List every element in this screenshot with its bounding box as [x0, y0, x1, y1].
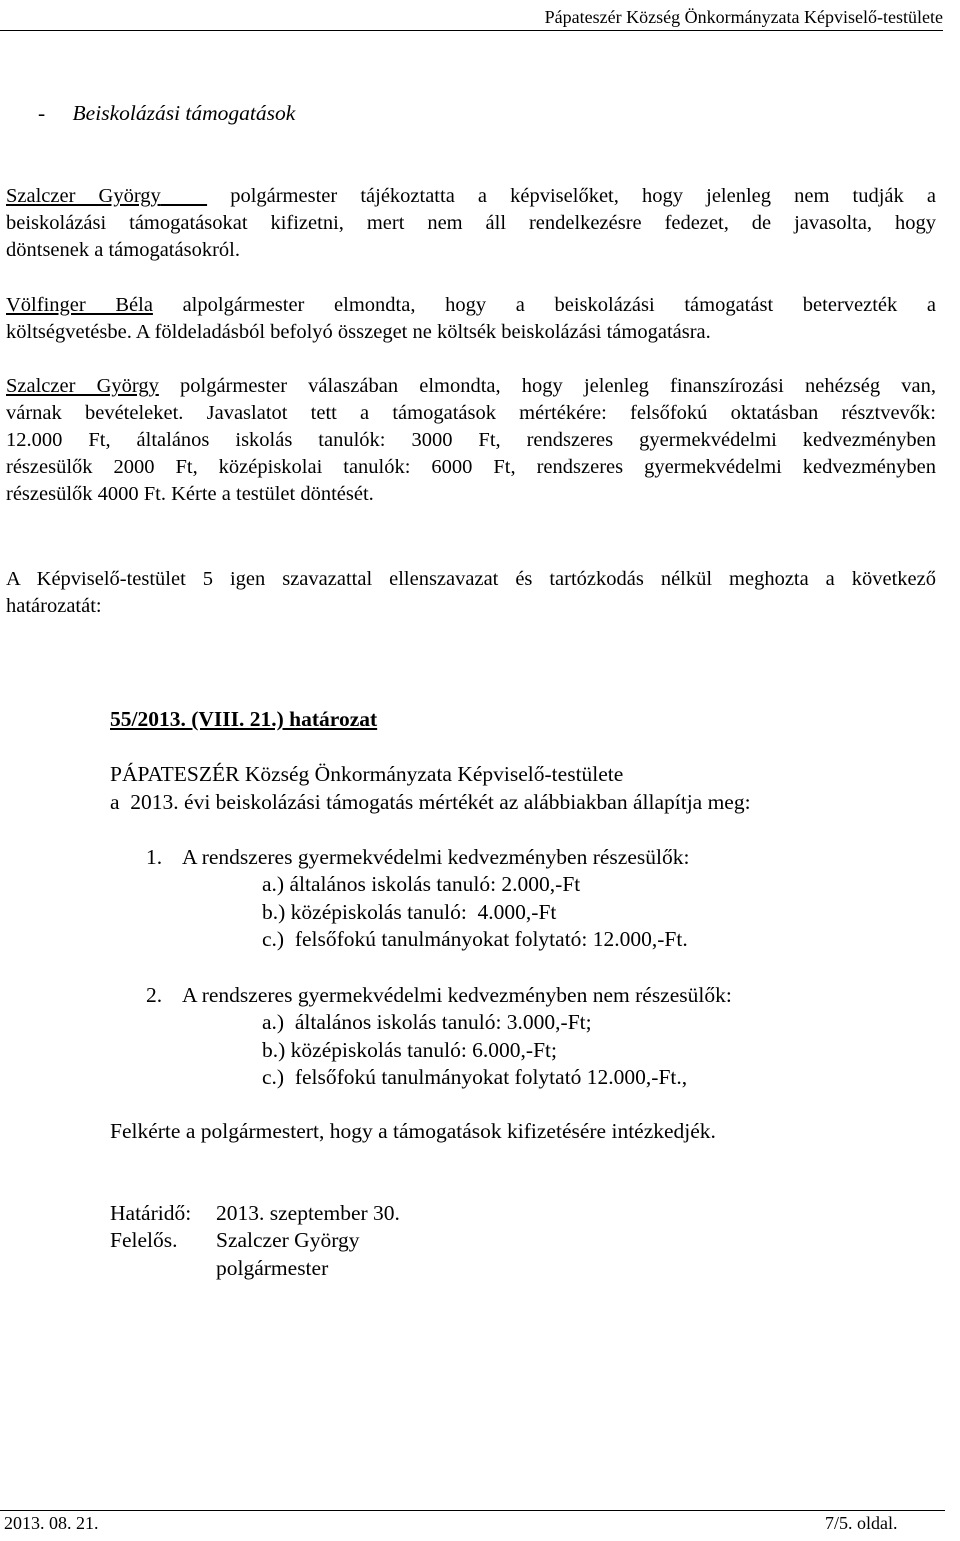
heading-tail: k — [285, 101, 296, 125]
resolution-intro-2: a 2013. évi beiskolázási támogatás mértékét az alábbiakban állapítja meg: — [110, 790, 751, 814]
deadline-label: Határidő: — [110, 1201, 192, 1225]
deputy-name: Völfinger Béla — [6, 294, 153, 316]
deadline-value: 2013. szeptember 30. — [216, 1201, 400, 1225]
resolution-intro-1: PÁPATESZÉR Község Önkormányzata Képviselő-testülete — [110, 762, 624, 786]
mayor-name: Szalczer György — [6, 185, 161, 207]
group1-number: 1. — [146, 845, 163, 869]
header-title: Pápateszér Község Önkormányzata Képviselő-testülete — [544, 7, 943, 27]
section-heading — [38, 101, 295, 126]
responsible-title: polgármester — [216, 1256, 329, 1280]
group1-item-a: a.) általános iskolás tanuló: 2.000,-Ft — [262, 872, 581, 896]
footer-divider — [0, 1510, 945, 1511]
group1-title: A rendszeres gyermekvédelmi kedvezményben részesülők: — [182, 845, 690, 869]
group2-item-b: b.) középiskolás tanuló: 6.000,-Ft; — [262, 1038, 557, 1062]
paragraph-mayor-info: Szalczer György polgármester tájékoztatta a képviselőket, hogy jelenleg nem tudják a beiskolázási támogatásokat kifizetni, mert nem áll rendelkezésre fedezet, de javasolta, hogy döntsenek a támogatásokról. — [6, 185, 937, 261]
footer-page: 7/5. oldal. — [825, 1513, 898, 1533]
paragraph-mayor-answer: Szalczer György polgármester válaszában elmondta, hogy jelenleg finanszírozási nehézség van, várnak bevételeket. Javaslatot tett a támogatások mértékére: felsőfokú oktatásban résztvevők: 12.000 Ft, általános iskolás tanulók: 3000 Ft, rendszeres gyermekvédelmi kedvezményben részesülők 2000 Ft, középiskolai tanulók: 6000 Ft, rendszeres gyermekvédelmi kedvezményben részesülők 4000 Ft. Kérte a testület döntését. — [6, 375, 936, 505]
group2-item-c: c.) felsőfokú tanulmányokat folytató 12.000,-Ft., — [262, 1065, 688, 1089]
mayor-name-2: Szalczer György — [6, 375, 159, 397]
responsible-name: Szalczer György — [216, 1228, 360, 1252]
heading-main: Beiskolázási támogatáso — [72, 101, 286, 125]
group2-number: 2. — [146, 983, 163, 1007]
heading-dash: - — [38, 101, 46, 125]
group1-item-b: b.) középiskolás tanuló: 4.000,-Ft — [262, 900, 557, 924]
page-header — [0, 0, 943, 31]
request-text: Felkérte a polgármestert, hogy a támogatások kifizetésére intézkedjék. — [110, 1119, 716, 1143]
footer-date: 2013. 08. 21. — [4, 1513, 99, 1533]
paragraph-deputy: Völfinger Béla alpolgármester elmondta, hogy a beiskolázási támogatást betervezték a költségvetésbe. A földeladásból befolyó összeget ne költsék beiskolázási támogatásra. — [6, 294, 937, 343]
group1-item-c: c.) felsőfokú tanulmányokat folytató: 12.000,-Ft. — [262, 927, 688, 951]
group2-item-a: a.) általános iskolás tanuló: 3.000,-Ft; — [262, 1010, 592, 1034]
responsible-label: Felelős. — [110, 1228, 178, 1252]
group2-title: A rendszeres gyermekvédelmi kedvezményben nem részesülők: — [182, 983, 732, 1007]
resolution-number: 55/2013. (VIII. 21.) határozat — [110, 707, 378, 731]
vote-statement: A Képviselő-testület 5 igen szavazattal ellenszavazat és tartózkodás nélkül meghozta a következő határozatát: — [6, 568, 936, 617]
